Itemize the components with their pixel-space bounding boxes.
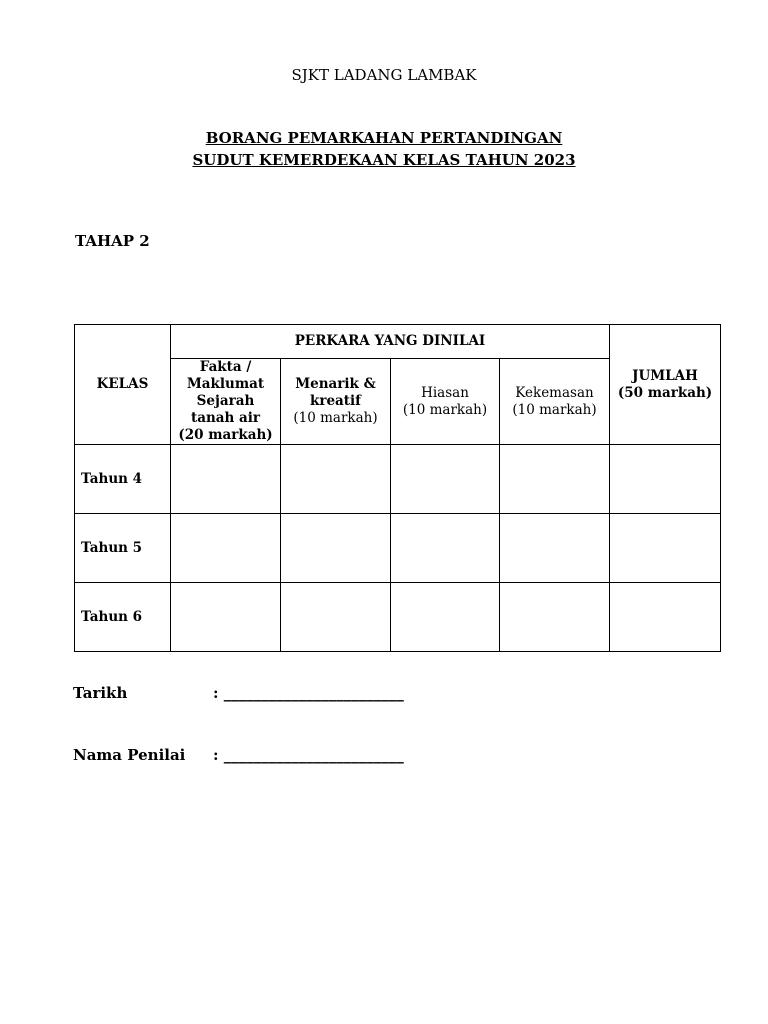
criterion-kekemasan-header (500, 359, 610, 445)
tarikh-field (73, 684, 404, 702)
score-cell[interactable] (391, 514, 500, 583)
criterion-line: (10 markah) (402, 401, 488, 418)
criterion-line: tanah air (190, 410, 261, 426)
score-cell[interactable] (171, 445, 281, 514)
penilai-input-line[interactable]: : ________________________ (213, 746, 404, 764)
criterion-line: (20 markah) (178, 427, 273, 443)
score-cell[interactable] (391, 583, 500, 652)
criteria-group-header: PERKARA YANG DINILAI (171, 325, 610, 359)
criterion-fakta-header (171, 359, 281, 445)
criterion-line: Maklumat (186, 376, 265, 392)
total-cell[interactable] (610, 583, 721, 652)
tarikh-label: Tarikh (73, 684, 128, 702)
score-cell[interactable] (171, 514, 281, 583)
score-cell[interactable] (500, 583, 610, 652)
form-title-line-2: SUDUT KEMERDEKAAN KELAS TAHUN 2023 (192, 151, 576, 169)
criterion-line: kreatif (310, 393, 361, 409)
criterion-menarik-header (281, 359, 391, 445)
criterion-line: Menarik & (295, 376, 376, 392)
criterion-line: Fakta / (199, 359, 252, 375)
criterion-line: Hiasan (421, 384, 469, 401)
scoring-table (74, 324, 721, 652)
score-cell[interactable] (500, 514, 610, 583)
criterion-line: Kekemasan (515, 384, 594, 401)
jumlah-header (610, 325, 721, 445)
table-row (75, 583, 721, 652)
score-cell[interactable] (171, 583, 281, 652)
tarikh-input-line[interactable]: : ________________________ (213, 684, 404, 702)
score-cell[interactable] (391, 445, 500, 514)
row-label-tahun-5: Tahun 5 (75, 514, 171, 583)
score-cell[interactable] (281, 445, 391, 514)
score-cell[interactable] (281, 583, 391, 652)
jumlah-label: JUMLAH (632, 367, 698, 384)
school-name: SJKT LADANG LAMBAK (291, 66, 477, 84)
total-cell[interactable] (610, 445, 721, 514)
row-label-tahun-4: Tahun 4 (75, 445, 171, 514)
criterion-hiasan-header (391, 359, 500, 445)
row-label-tahun-6: Tahun 6 (75, 583, 171, 652)
criterion-line: Sejarah (196, 393, 255, 409)
score-cell[interactable] (281, 514, 391, 583)
score-cell[interactable] (500, 445, 610, 514)
jumlah-marks: (50 markah) (617, 384, 713, 401)
kelas-header: KELAS (75, 325, 171, 445)
penilai-label: Nama Penilai (73, 746, 186, 764)
level-heading: TAHAP 2 (75, 232, 150, 250)
table-row (75, 445, 721, 514)
form-title-line-1: BORANG PEMARKAHAN PERTANDINGAN (205, 129, 563, 147)
penilai-field (73, 746, 404, 764)
criterion-line: (10 markah) (293, 410, 378, 426)
total-cell[interactable] (610, 514, 721, 583)
criterion-line: (10 markah) (512, 401, 597, 418)
table-row (75, 514, 721, 583)
